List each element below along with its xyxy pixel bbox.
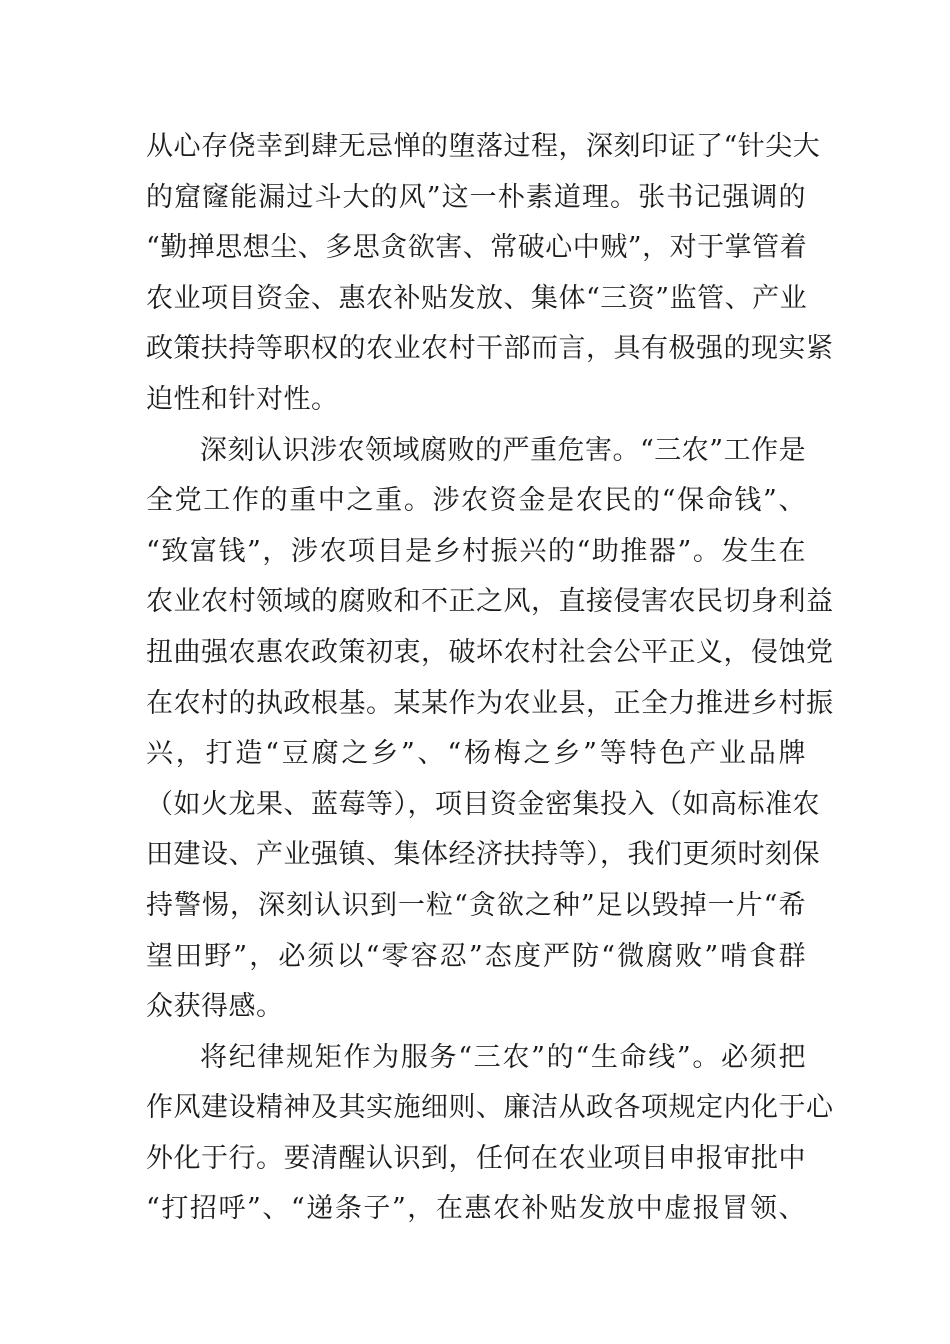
text-line: 兴，打造“豆腐之乡”、“杨梅之乡”等特色产业品牌 — [146, 738, 806, 770]
text-line: “打招呼”、“递条子”，在惠农补贴发放中虚报冒领、 — [146, 1193, 806, 1225]
text-line: 的窟窿能漏过斗大的风”这一朴素道理。张书记强调的 — [146, 181, 806, 213]
text-line: （如火龙果、蓝莓等），项目资金密集投入（如高标准农 — [146, 788, 820, 820]
text-line: 外化于行。要清醒认识到，任何在农业项目申报审批中 — [146, 1142, 806, 1174]
text-line: 从心存侥幸到肆无忌惮的堕落过程，深刻印证了“针尖大 — [146, 131, 821, 162]
text-line: 望田野”，必须以“零容忍”态度严防“微腐败”啃食群 — [146, 940, 806, 972]
text-line: 在农村的执政根基。某某作为农业县，正全力推进乡村振 — [146, 687, 834, 719]
paragraph-end-line: 迫性和针对性。 — [146, 383, 339, 415]
text-line: 全党工作的重中之重。涉农资金是农民的“保命钱”、 — [146, 485, 806, 517]
text-line: 田建设、产业强镇、集体经济扶持等），我们更须时刻保 — [146, 839, 820, 871]
paragraph-end-line: 众获得感。 — [146, 991, 284, 1023]
text-line: 农业项目资金、惠农补贴发放、集体“三资”监管、产业 — [146, 282, 808, 314]
text-line: “勤掸思想尘、多思贪欲害、常破心中贼”，对于掌管着 — [146, 232, 808, 264]
paragraph-first-line: 将纪律规矩作为服务“三农”的“生命线”。必须把 — [200, 1041, 806, 1073]
text-line: 持警惕，深刻认识到一粒“贪欲之种”足以毁掉一片“希 — [146, 889, 806, 921]
text-line: 作风建设精神及其实施细则、廉洁从政各项规定内化于心 — [146, 1092, 834, 1124]
text-line: 扭曲强农惠农政策初衷，破坏农村社会公平正义，侵蚀党 — [146, 636, 834, 668]
text-line: 政策扶持等职权的农业农村干部而言，具有极强的现实紧 — [146, 333, 834, 365]
text-line: 农业农村领域的腐败和不正之风，直接侵害农民切身利益 — [146, 586, 834, 618]
text-line: “致富钱”，涉农项目是乡村振兴的“助推器”。发生在 — [146, 535, 806, 567]
paragraph-first-line: 深刻认识涉农领域腐败的严重危害。“三农”工作是 — [200, 434, 807, 466]
document-body — [146, 122, 834, 1235]
